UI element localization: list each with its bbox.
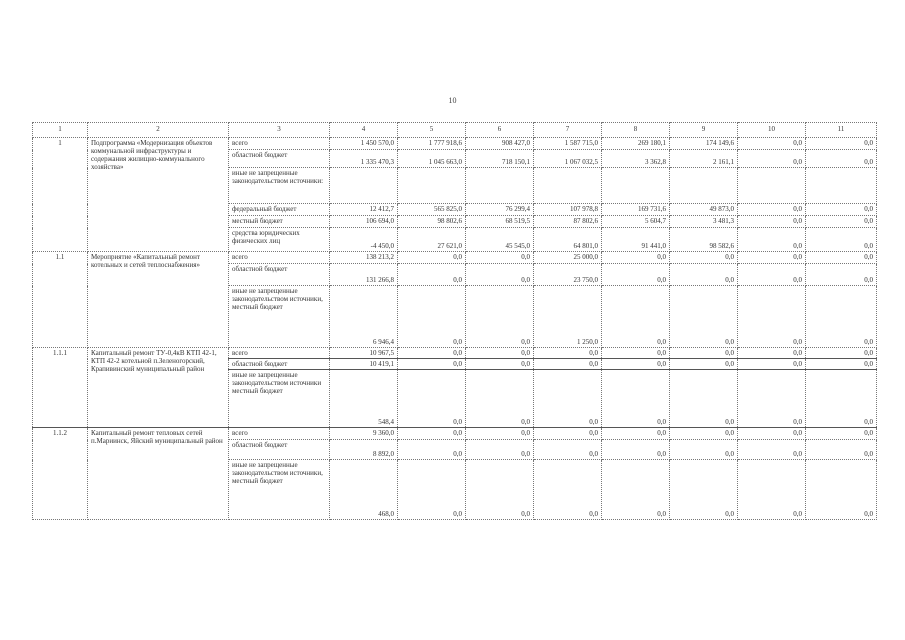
value-cell: 91 441,0 (602, 228, 670, 252)
value-cell: 0,0 (466, 440, 534, 460)
value-cell: -4 450,0 (330, 228, 398, 252)
funding-source: средства юридических физических лиц (229, 228, 330, 252)
value-cell: 0,0 (738, 138, 806, 150)
value-cell: 0,0 (738, 370, 806, 428)
value-cell: 0,0 (534, 460, 602, 520)
value-cell: 0,0 (806, 359, 877, 370)
table-row (33, 252, 877, 264)
value-cell: 98 802,6 (398, 216, 466, 228)
value-cell: 10 419,1 (330, 359, 398, 370)
value-cell: 138 213,2 (330, 252, 398, 264)
value-cell: 0,0 (602, 460, 670, 520)
value-cell: 0,0 (806, 204, 877, 216)
funding-source: всего (229, 252, 330, 264)
funding-source: всего (229, 138, 330, 150)
value-cell: 10 967,5 (330, 348, 398, 359)
funding-source: областной бюджет (229, 359, 330, 370)
value-cell: 1 777 918,6 (398, 138, 466, 150)
value-cell: 0,0 (534, 359, 602, 370)
value-cell (466, 168, 534, 204)
value-cell: 0,0 (466, 286, 534, 348)
value-cell: 68 519,5 (466, 216, 534, 228)
funding-source: иные не запрещенные законодательством источники, местный бюджет (229, 286, 330, 348)
value-cell: 45 545,0 (466, 228, 534, 252)
header-cell: 2 (88, 123, 229, 138)
value-cell: 0,0 (398, 370, 466, 428)
value-cell: 0,0 (738, 428, 806, 440)
value-cell: 0,0 (466, 264, 534, 286)
funding-source: иные не запрещенные законодательством источники, местный бюджет (229, 460, 330, 520)
value-cell (806, 168, 877, 204)
header-cell: 11 (806, 123, 877, 138)
value-cell: 0,0 (602, 440, 670, 460)
value-cell: 0,0 (466, 428, 534, 440)
row-name: Капитальный ремонт ТУ-0,4кВ КТП 42-1, КТП 42-2 котельной п.Зеленогорский, Крапивинский муниципальный район (88, 348, 229, 428)
value-cell (398, 168, 466, 204)
value-cell (602, 168, 670, 204)
value-cell: 5 604,7 (602, 216, 670, 228)
value-cell: 0,0 (466, 359, 534, 370)
value-cell: 0,0 (534, 370, 602, 428)
header-cell: 4 (330, 123, 398, 138)
value-cell: 6 946,4 (330, 286, 398, 348)
header-cell: 3 (229, 123, 330, 138)
value-cell: 468,0 (330, 460, 398, 520)
value-cell: 0,0 (738, 286, 806, 348)
value-cell: 0,0 (806, 348, 877, 359)
value-cell: 106 694,0 (330, 216, 398, 228)
value-cell: 0,0 (466, 252, 534, 264)
value-cell: 0,0 (738, 252, 806, 264)
value-cell: 27 621,0 (398, 228, 466, 252)
value-cell: 0,0 (670, 348, 738, 359)
value-cell: 0,0 (602, 264, 670, 286)
value-cell: 0,0 (738, 440, 806, 460)
funding-source: областной бюджет (229, 150, 330, 168)
value-cell: 0,0 (670, 370, 738, 428)
row-code: 1.1 (33, 252, 88, 348)
value-cell: 0,0 (806, 440, 877, 460)
row-code: 1 (33, 138, 88, 252)
header-row (33, 123, 877, 138)
value-cell: 548,4 (330, 370, 398, 428)
value-cell: 0,0 (602, 370, 670, 428)
value-cell: 0,0 (806, 228, 877, 252)
value-cell: 0,0 (534, 428, 602, 440)
value-cell: 0,0 (738, 348, 806, 359)
row-code: 1.1.2 (33, 428, 88, 520)
funding-source: областной бюджет (229, 440, 330, 460)
value-cell: 0,0 (670, 264, 738, 286)
value-cell: 0,0 (738, 216, 806, 228)
value-cell: 0,0 (398, 264, 466, 286)
table-body (33, 138, 877, 520)
value-cell: 0,0 (670, 252, 738, 264)
table-row (33, 348, 877, 359)
value-cell (330, 168, 398, 204)
value-cell: 107 978,8 (534, 204, 602, 216)
value-cell: 8 892,0 (330, 440, 398, 460)
header-cell: 6 (466, 123, 534, 138)
value-cell: 0,0 (466, 460, 534, 520)
funding-source: местный бюджет (229, 216, 330, 228)
value-cell: 2 161,1 (670, 150, 738, 168)
value-cell: 0,0 (534, 348, 602, 359)
value-cell: 64 801,0 (534, 228, 602, 252)
value-cell: 3 362,8 (602, 150, 670, 168)
value-cell: 49 873,0 (670, 204, 738, 216)
value-cell: 87 802,6 (534, 216, 602, 228)
value-cell: 0,0 (738, 359, 806, 370)
table-row (33, 138, 877, 150)
value-cell: 98 582,6 (670, 228, 738, 252)
value-cell: 0,0 (602, 348, 670, 359)
value-cell: 1 067 032,5 (534, 150, 602, 168)
funding-source: всего (229, 428, 330, 440)
value-cell: 9 360,0 (330, 428, 398, 440)
value-cell: 0,0 (738, 264, 806, 286)
value-cell: 0,0 (398, 428, 466, 440)
value-cell: 0,0 (670, 440, 738, 460)
funding-source: иные не запрещенные законодательством источники: (229, 168, 330, 204)
header-cell: 5 (398, 123, 466, 138)
value-cell: 0,0 (806, 138, 877, 150)
value-cell: 0,0 (806, 460, 877, 520)
value-cell: 0,0 (602, 252, 670, 264)
value-cell: 76 299,4 (466, 204, 534, 216)
funding-source: федеральный бюджет (229, 204, 330, 216)
value-cell: 0,0 (806, 428, 877, 440)
value-cell: 0,0 (670, 286, 738, 348)
value-cell: 0,0 (806, 252, 877, 264)
value-cell: 131 266,8 (330, 264, 398, 286)
funding-source: областной бюджет (229, 264, 330, 286)
value-cell: 1 250,0 (534, 286, 602, 348)
value-cell: 0,0 (602, 359, 670, 370)
value-cell: 0,0 (806, 286, 877, 348)
value-cell: 0,0 (398, 286, 466, 348)
value-cell: 0,0 (466, 348, 534, 359)
value-cell: 23 750,0 (534, 264, 602, 286)
value-cell: 0,0 (398, 440, 466, 460)
row-name: Капитальный ремонт тепловых сетей п.Мариинск, Яйский муниципальный район (88, 428, 229, 520)
value-cell: 0,0 (806, 216, 877, 228)
value-cell: 0,0 (670, 460, 738, 520)
funding-source: иные не запрещенные законодательством источники местный бюджет (229, 370, 330, 428)
header-cell: 9 (670, 123, 738, 138)
value-cell: 0,0 (534, 440, 602, 460)
value-cell: 0,0 (602, 286, 670, 348)
value-cell: 0,0 (806, 264, 877, 286)
value-cell: 0,0 (670, 359, 738, 370)
page-number: 10 (448, 96, 457, 105)
value-cell: 169 731,6 (602, 204, 670, 216)
row-name: Мероприятие «Капитальный ремонт котельных и сетей теплоснабжения» (88, 252, 229, 348)
value-cell: 0,0 (398, 359, 466, 370)
value-cell: 1 335 470,3 (330, 150, 398, 168)
value-cell: 0,0 (738, 228, 806, 252)
value-cell: 3 481,3 (670, 216, 738, 228)
value-cell (738, 168, 806, 204)
value-cell: 25 000,0 (534, 252, 602, 264)
value-cell: 174 149,6 (670, 138, 738, 150)
funding-source: всего (229, 348, 330, 359)
value-cell: 1 450 570,0 (330, 138, 398, 150)
header-cell: 8 (602, 123, 670, 138)
value-cell: 0,0 (738, 204, 806, 216)
value-cell: 0,0 (602, 428, 670, 440)
value-cell: 718 150,1 (466, 150, 534, 168)
value-cell: 0,0 (398, 252, 466, 264)
value-cell: 0,0 (738, 150, 806, 168)
value-cell: 0,0 (398, 460, 466, 520)
row-code: 1.1.1 (33, 348, 88, 428)
value-cell: 1 587 715,0 (534, 138, 602, 150)
row-name: Подпрограмма «Модернизация объектов коммунальной инфраструктуры и содержания жилищно-коммунального хозяйства» (88, 138, 229, 252)
value-cell: 908 427,0 (466, 138, 534, 150)
value-cell: 0,0 (806, 150, 877, 168)
value-cell: 0,0 (738, 460, 806, 520)
header-cell: 1 (33, 123, 88, 138)
value-cell (670, 168, 738, 204)
header-cell: 7 (534, 123, 602, 138)
budget-table (32, 122, 877, 520)
value-cell: 0,0 (806, 370, 877, 428)
value-cell: 0,0 (466, 370, 534, 428)
value-cell: 0,0 (670, 428, 738, 440)
value-cell: 1 045 663,0 (398, 150, 466, 168)
value-cell: 269 180,1 (602, 138, 670, 150)
value-cell: 0,0 (398, 348, 466, 359)
table-row (33, 428, 877, 440)
value-cell: 12 412,7 (330, 204, 398, 216)
header-cell: 10 (738, 123, 806, 138)
value-cell (534, 168, 602, 204)
value-cell: 565 825,0 (398, 204, 466, 216)
